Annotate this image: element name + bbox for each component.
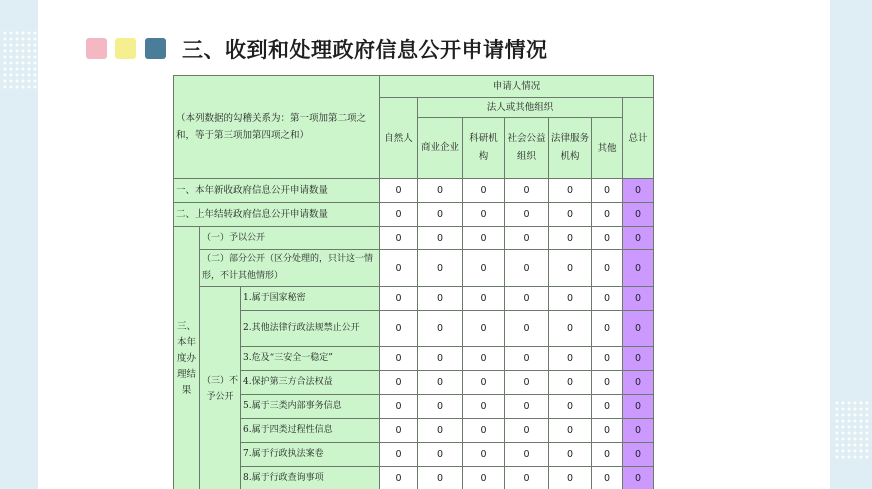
cell-value: 0 (592, 395, 623, 419)
header-other: 其他 (592, 118, 623, 179)
cell-value: 0 (380, 371, 418, 395)
cell-total: 0 (623, 287, 654, 311)
row-label: 二、上年结转政府信息公开申请数量 (174, 203, 380, 227)
cell-value: 0 (418, 203, 463, 227)
cell-total: 0 (623, 467, 654, 489)
cell-value: 0 (592, 250, 623, 287)
cell-value: 0 (592, 419, 623, 443)
cell-total: 0 (623, 443, 654, 467)
right-side-panel (830, 0, 872, 489)
row-label: 一、本年新收政府信息公开申请数量 (174, 179, 380, 203)
row-label: 6.属于四类过程性信息 (241, 419, 380, 443)
cell-value: 0 (418, 179, 463, 203)
cell-value: 0 (549, 250, 592, 287)
row-label: 1.属于国家秘密 (241, 287, 380, 311)
cell-value: 0 (380, 179, 418, 203)
cell-total: 0 (623, 311, 654, 347)
table-row (174, 250, 654, 287)
cell-value: 0 (380, 311, 418, 347)
left-side-panel (0, 0, 38, 489)
cell-value: 0 (592, 371, 623, 395)
cell-value: 0 (418, 227, 463, 250)
cell-value: 0 (592, 311, 623, 347)
cell-total: 0 (623, 371, 654, 395)
cell-value: 0 (380, 419, 418, 443)
cell-value: 0 (418, 467, 463, 489)
cell-value: 0 (463, 179, 505, 203)
table-row (174, 311, 654, 347)
cell-value: 0 (592, 467, 623, 489)
cell-value: 0 (418, 419, 463, 443)
cell-value: 0 (505, 419, 549, 443)
cell-value: 0 (592, 443, 623, 467)
cell-value: 0 (549, 203, 592, 227)
row-label: 4.保护第三方合法权益 (241, 371, 380, 395)
row-label: 7.属于行政执法案卷 (241, 443, 380, 467)
table-row (174, 419, 654, 443)
cell-total: 0 (623, 250, 654, 287)
section-label: 三、本年度办理结果 (174, 227, 200, 489)
cell-value: 0 (380, 395, 418, 419)
table-row (174, 179, 654, 203)
dot-pattern (834, 400, 870, 460)
cell-value: 0 (505, 250, 549, 287)
cell-value: 0 (549, 371, 592, 395)
row-label: 2.其他法律行政法规禁止公开 (241, 311, 380, 347)
cell-total: 0 (623, 203, 654, 227)
cell-value: 0 (463, 203, 505, 227)
header-research: 科研机构 (463, 118, 505, 179)
cell-value: 0 (380, 443, 418, 467)
table-row (174, 443, 654, 467)
cell-value: 0 (549, 311, 592, 347)
table-row (174, 347, 654, 371)
cell-value: 0 (505, 395, 549, 419)
cell-value: 0 (418, 311, 463, 347)
cell-value: 0 (418, 287, 463, 311)
blue-square-icon (145, 38, 166, 59)
cell-value: 0 (380, 250, 418, 287)
cell-value: 0 (463, 371, 505, 395)
cell-value: 0 (592, 227, 623, 250)
cell-value: 0 (418, 395, 463, 419)
cell-value: 0 (418, 371, 463, 395)
cell-value: 0 (505, 203, 549, 227)
header-applicant: 申请人情况 (380, 76, 654, 98)
cell-value: 0 (505, 287, 549, 311)
cell-value: 0 (463, 443, 505, 467)
table-row (174, 371, 654, 395)
cell-value: 0 (592, 347, 623, 371)
row-label: 5.属于三类内部事务信息 (241, 395, 380, 419)
cell-value: 0 (380, 347, 418, 371)
header-note: （本列数据的勾稽关系为：第一项加第二项之和，等于第三项加第四项之和） (174, 76, 380, 179)
cell-value: 0 (592, 203, 623, 227)
cell-value: 0 (549, 227, 592, 250)
cell-total: 0 (623, 347, 654, 371)
cell-value: 0 (592, 287, 623, 311)
statistics-table (173, 75, 654, 489)
cell-value: 0 (505, 227, 549, 250)
cell-total: 0 (623, 227, 654, 250)
cell-value: 0 (549, 419, 592, 443)
subsection-label: （三）不予公开 (200, 287, 241, 489)
cell-value: 0 (418, 250, 463, 287)
cell-value: 0 (463, 347, 505, 371)
cell-value: 0 (549, 179, 592, 203)
cell-total: 0 (623, 419, 654, 443)
dot-pattern (2, 30, 38, 90)
table-row (174, 467, 654, 489)
cell-value: 0 (549, 287, 592, 311)
cell-value: 0 (463, 311, 505, 347)
cell-value: 0 (463, 467, 505, 489)
header-legal-org: 法人或其他组织 (418, 98, 623, 118)
row-label: （二）部分公开（区分处理的，只计这一情形，不计其他情形） (200, 250, 380, 287)
cell-value: 0 (418, 443, 463, 467)
cell-value: 0 (505, 467, 549, 489)
cell-value: 0 (549, 467, 592, 489)
cell-value: 0 (505, 443, 549, 467)
cell-value: 0 (549, 443, 592, 467)
cell-value: 0 (505, 311, 549, 347)
cell-value: 0 (463, 287, 505, 311)
table-row (174, 395, 654, 419)
header-commercial: 商业企业 (418, 118, 463, 179)
cell-value: 0 (418, 347, 463, 371)
cell-value: 0 (505, 347, 549, 371)
pink-square-icon (86, 38, 107, 59)
cell-value: 0 (380, 467, 418, 489)
header-legal-service: 法律服务机构 (549, 118, 592, 179)
cell-value: 0 (463, 419, 505, 443)
table-row (174, 203, 654, 227)
page-title: 三、收到和处理政府信息公开申请情况 (182, 38, 548, 62)
header-social: 社会公益组织 (505, 118, 549, 179)
cell-value: 0 (592, 179, 623, 203)
cell-value: 0 (463, 395, 505, 419)
cell-value: 0 (549, 395, 592, 419)
cell-total: 0 (623, 179, 654, 203)
table-row (174, 287, 654, 311)
row-label: （一）予以公开 (200, 227, 380, 250)
cell-value: 0 (380, 203, 418, 227)
cell-value: 0 (505, 179, 549, 203)
cell-value: 0 (380, 287, 418, 311)
cell-value: 0 (380, 227, 418, 250)
header-total: 总计 (623, 98, 654, 179)
cell-value: 0 (463, 227, 505, 250)
yellow-square-icon (115, 38, 136, 59)
cell-total: 0 (623, 395, 654, 419)
row-label: 3.危及“三安全一稳定” (241, 347, 380, 371)
table-row (174, 227, 654, 250)
cell-value: 0 (505, 371, 549, 395)
row-label: 8.属于行政查询事项 (241, 467, 380, 489)
header-natural-person: 自然人 (380, 98, 418, 179)
cell-value: 0 (463, 250, 505, 287)
cell-value: 0 (549, 347, 592, 371)
